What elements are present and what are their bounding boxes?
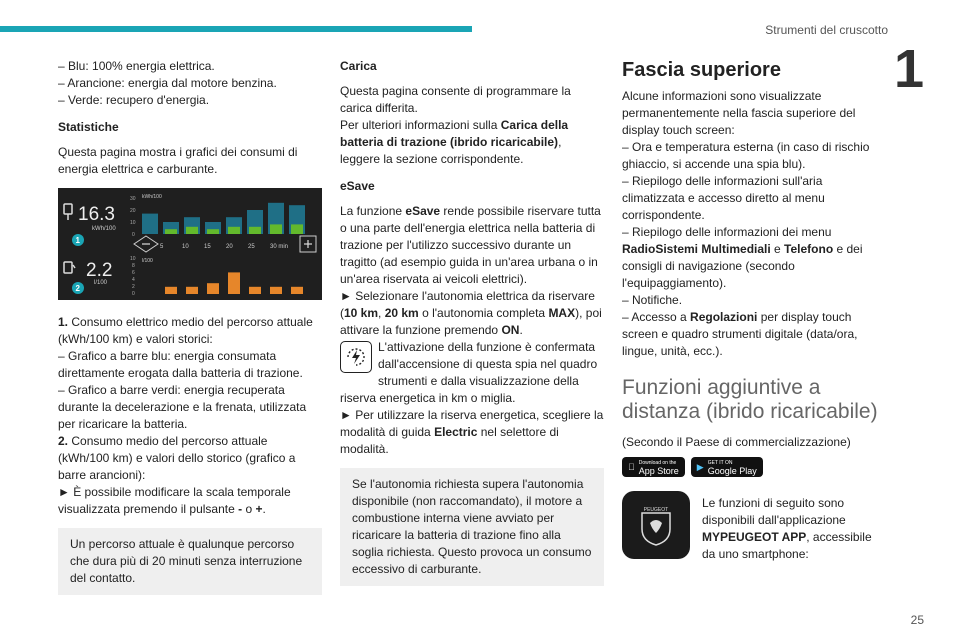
- bullet-orange: – Arancione: energia dal motore benzina.: [58, 76, 277, 90]
- running-head: Strumenti del cruscotto: [765, 23, 888, 37]
- item1-line-a: – Grafico a barre blu: energia consumata direttamente erogata dalla batteria di trazione.: [58, 349, 303, 380]
- fuel-pump-icon: [64, 262, 75, 273]
- chart1-ytick-0: 0: [132, 232, 135, 238]
- note-2-text: Se l'autonomia richiesta supera l'autonomia disponibile (non raccomandato), il motore a combustione interna viene avviato per ricaricare la batteria di trazione fino alla soglia richiesta. Questo provoca un consumo eccessivo di carburante.: [352, 477, 592, 576]
- green-bar: [165, 229, 177, 234]
- orange-bar: [249, 287, 261, 294]
- header-accent-bar: [0, 26, 472, 32]
- section-title-remote: Funzioni aggiuntive a distanza (ibrido ricaricabile): [622, 376, 878, 423]
- consumption-figure-svg: [58, 188, 322, 300]
- item1: [58, 314, 322, 348]
- period: .: [262, 502, 266, 516]
- chart1-ytick-10: 10: [130, 220, 136, 226]
- fascia-l5c: per display touch screen e quadro strumenti digitale (data/ora, lingue, unità, ecc.).: [622, 310, 858, 358]
- orange-bar: [228, 272, 240, 294]
- fascia-l2: – Riepilogo delle informazioni sull'aria climatizzata e accesso diretto al menu corrispondente.: [622, 174, 825, 222]
- country-note: (Secondo il Paese di commercializzazione): [622, 435, 851, 449]
- chart2-ytick-6: 6: [132, 270, 135, 276]
- item2-number: 2.: [58, 434, 69, 448]
- orange-bar: [270, 287, 282, 294]
- plus-label: +: [255, 502, 263, 516]
- badge-1-label: 1: [75, 236, 80, 245]
- peugeot-app-icon: [622, 491, 690, 559]
- store-badges: [622, 457, 888, 477]
- item1-text: Consumo elettrico medio del percorso attuale (kWh/100 km) e valori storici:: [58, 315, 313, 346]
- carica-text-2c: , leggere la sezione corrispondente.: [340, 135, 562, 166]
- item2-text: Consumo medio del percorso attuale (kWh/100 km) e valori dello storico (grafico a barre arancioni):: [58, 434, 296, 482]
- carica-text-2: [340, 117, 604, 168]
- fascia-l3c: e: [770, 242, 785, 256]
- chart2-ytick-2: 2: [132, 284, 135, 290]
- app-store-text: [632, 459, 679, 476]
- fuel-unit: l/100: [94, 280, 108, 286]
- esave-indicator-row: [340, 339, 604, 407]
- chart2-ytick-4: 4: [132, 277, 135, 283]
- green-bar: [228, 227, 240, 234]
- fascia-l3a: – Riepilogo delle informazioni dei menu: [622, 225, 832, 239]
- bullet-green: – Verde: recupero d'energia.: [58, 93, 210, 107]
- ev-value: 16.3: [78, 204, 115, 225]
- item2-line: [58, 484, 322, 518]
- bullet-blue: – Blu: 100% energia elettrica.: [58, 59, 215, 73]
- chart2-ytick-10: 10: [130, 256, 136, 262]
- google-play-label: Google Play: [700, 466, 750, 476]
- telefono-menu: Telefono: [784, 242, 834, 256]
- xtick-15: 15: [204, 244, 211, 250]
- page-number: 25: [910, 613, 924, 627]
- esave-heading: eSave: [340, 179, 375, 193]
- esave-p1a: La funzione: [340, 204, 406, 218]
- green-bar: [270, 224, 282, 234]
- orange-bar: [207, 283, 219, 294]
- section-title-fascia: Fascia superiore: [622, 59, 781, 81]
- fascia-intro: Alcune informazioni sono visualizzate permanentemente nella fascia superiore del display touch screen:: [622, 89, 856, 137]
- peugeot-lion-icon: [630, 499, 682, 551]
- esave-name: eSave: [405, 204, 441, 218]
- esave-20km: 20 km: [384, 306, 419, 320]
- esave-p2c: ,: [378, 306, 385, 320]
- green-bar: [249, 227, 261, 234]
- app-info-row: [622, 491, 888, 563]
- minus-label: -: [238, 502, 243, 516]
- chart1-ytick-20: 20: [130, 208, 136, 214]
- app-store-small: Download on the: [632, 460, 670, 466]
- item2-line-text: ► È possibile modificare la scala temporale visualizzata premendo il pulsante: [58, 485, 291, 516]
- zoom-plus-button[interactable]: [300, 236, 316, 252]
- google-play-text: [700, 459, 757, 476]
- badge-2-label: 2: [75, 284, 80, 293]
- column-3: [622, 58, 888, 563]
- app-name: MYPEUGEOT APP: [702, 530, 807, 544]
- xtick-20: 20: [226, 244, 233, 250]
- item1-line-b: – Grafico a barre verdi: energia recuperata durante la decelerazione e la frenata, utilizzata per ricaricare la batteria.: [58, 383, 307, 431]
- google-play-badge[interactable]: [691, 457, 763, 477]
- stats-heading: Statistiche: [58, 120, 119, 134]
- esave-p2i: .: [519, 323, 523, 337]
- esave-p2g: ), poi attivare la funzione premendo: [340, 306, 602, 337]
- consumption-figure: [58, 188, 322, 300]
- esave-10km: 10 km: [344, 306, 379, 320]
- orange-bar: [291, 287, 303, 294]
- green-bar: [207, 229, 219, 234]
- esave-p4: [340, 407, 604, 458]
- esave-p4a: ► Per utilizzare la riserva energetica, scegliere la modalità di guida: [340, 408, 604, 439]
- app-store-badge[interactable]: [622, 457, 685, 477]
- app-store-label: App Store: [632, 466, 673, 476]
- carica-heading: Carica: [340, 59, 377, 73]
- stats-text: Questa pagina mostra i grafici dei consumi di energia elettrica e carburante.: [58, 145, 298, 176]
- esave-p4c: nel selettore di modalità.: [340, 425, 559, 456]
- regolazioni: Regolazioni: [690, 310, 758, 324]
- item2: [58, 433, 322, 484]
- chart2-unit: l/100: [142, 258, 153, 264]
- radio-menu: RadioSistemi Multimediali: [622, 242, 771, 256]
- ev-unit: kWh/100: [92, 226, 116, 232]
- orange-bar: [165, 287, 177, 294]
- column-1: [58, 58, 322, 595]
- chart1-ytick-30: 30: [130, 196, 136, 202]
- esave-p2a: ► Selezionare l'autonomia elettrica da riservare (: [340, 289, 595, 320]
- xtick-30: 30 min: [270, 244, 289, 250]
- google-play-small: GET IT ON: [700, 460, 726, 466]
- apple-icon: [628, 459, 635, 476]
- esave-p1c: rende possibile riservare tutta o una parte dell'energia elettrica nella batteria di trazione per l'utilizzo successivo durante un tragitto (ad esempio guida in un'area urbana o in un'area riservata ai veicoli elettrici).: [340, 204, 601, 286]
- chart1-unit: kWh/100: [142, 194, 162, 200]
- fascia-l1: – Ora e temperatura esterna (in caso di rischio ghiaccio, si accende una spia blu).: [622, 140, 870, 171]
- fascia-l5: [622, 309, 888, 360]
- fuel-bar-chart: [165, 272, 303, 294]
- esave-p1: [340, 203, 604, 288]
- app-text-c: , accessibile da uno smartphone:: [702, 530, 872, 561]
- chart2-ytick-8: 8: [132, 263, 135, 269]
- carica-link: Carica della batteria di trazione (ibrido ricaricabile): [340, 118, 569, 149]
- carica-text-1: Questa pagina consente di programmare la carica differita.: [340, 84, 571, 115]
- zoom-minus-button[interactable]: [134, 236, 158, 252]
- fuel-value: 2.2: [86, 260, 113, 281]
- note-box-1: [58, 528, 322, 595]
- note-box-2: [340, 468, 604, 586]
- play-icon: ▶: [690, 461, 697, 472]
- esave-p2: [340, 288, 604, 339]
- esave-max: MAX: [548, 306, 576, 320]
- or-label: o: [242, 502, 256, 516]
- esave-lightning-icon: [340, 341, 372, 373]
- ev-plug-icon: [64, 204, 72, 220]
- carica-text-2a: Per ulteriori informazioni sulla: [340, 118, 501, 132]
- chart2-ytick-0: 0: [132, 291, 135, 297]
- fascia-l3: [622, 224, 888, 292]
- peugeot-wordmark: PEUGEOT: [643, 507, 669, 513]
- fascia-l3e: e dei consigli di navigazione (secondo l'equipaggiamento).: [622, 242, 863, 290]
- esave-p2e: o l'autonomia completa: [418, 306, 549, 320]
- app-text: [702, 491, 888, 563]
- orange-bar: [186, 287, 198, 294]
- chapter-number: 1: [893, 39, 924, 99]
- xtick-10: 10: [182, 244, 189, 250]
- electric-mode: Electric: [434, 425, 478, 439]
- app-text-a: Le funzioni di seguito sono disponibili dall'applicazione: [702, 496, 846, 527]
- xtick-25: 25: [248, 244, 255, 250]
- xtick-5: 5: [160, 244, 164, 250]
- esave-p3: L'attivazione della funzione è confermata dall'accensione di questa spia nel quadro strumenti e dalla visualizzazione della riserva energetica in km o miglia.: [340, 340, 598, 405]
- esave-on: ON: [501, 323, 520, 337]
- note-1-text: Un percorso attuale è qualunque percorso che dura più di 20 minuti senza interruzione del contatto.: [70, 537, 303, 585]
- electric-bar-chart: [142, 203, 305, 234]
- fascia-l5a: – Accesso a: [622, 310, 691, 324]
- green-bar: [291, 224, 303, 234]
- fascia-l4: – Notifiche.: [622, 293, 683, 307]
- green-bar: [186, 227, 198, 234]
- blue-bar: [142, 214, 158, 234]
- item1-number: 1.: [58, 315, 69, 329]
- column-2: [340, 58, 604, 586]
